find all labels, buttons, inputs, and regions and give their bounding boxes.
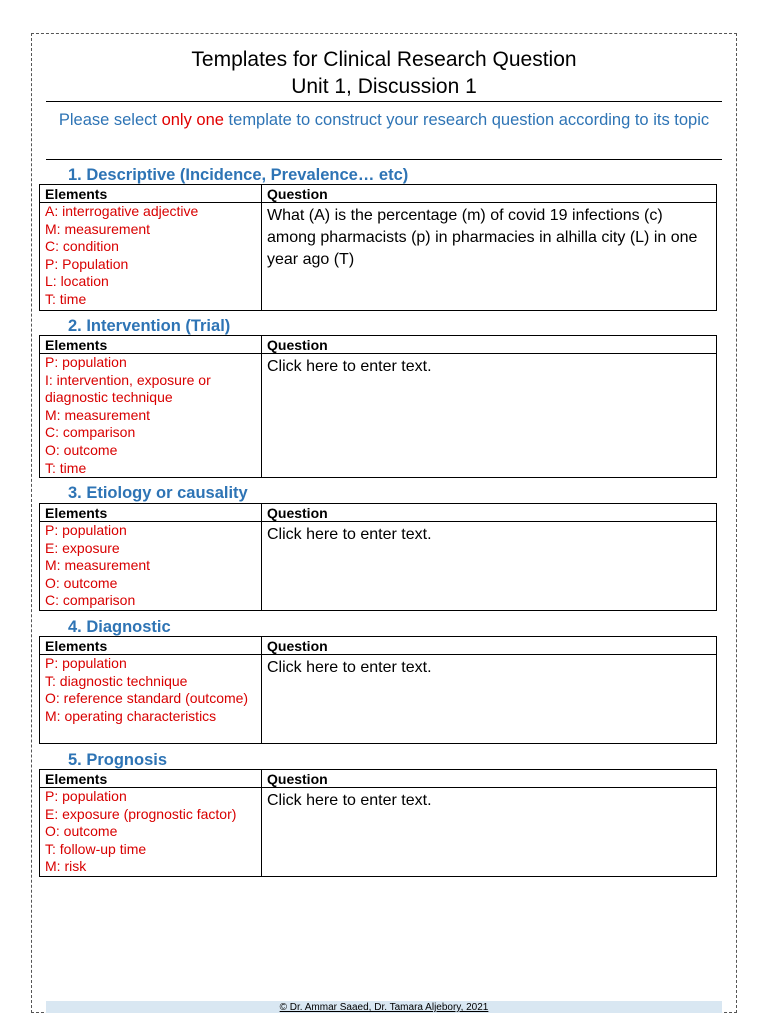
question-text-field[interactable] — [262, 655, 717, 744]
question-column-header: Question — [262, 185, 717, 203]
elements-list — [40, 788, 262, 877]
template-table-prognosis — [39, 769, 717, 877]
elements-column-header: Elements — [40, 185, 262, 203]
elements-list — [40, 522, 262, 611]
template-table-diagnostic — [39, 636, 717, 744]
template-table-etiology — [39, 503, 717, 611]
elements-column-header: Elements — [40, 770, 262, 788]
element-item: O: outcome — [45, 441, 118, 458]
footer-copyright: © Dr. Ammar Saaed, Dr. Tamara Aljebory, 2021 — [46, 1001, 722, 1013]
title-divider — [46, 101, 722, 102]
elements-list — [40, 354, 262, 478]
instructions-part2: template to construct your research question according to its topic — [223, 111, 710, 129]
element-item: T: follow-up time — [45, 840, 147, 857]
question-text-field[interactable] — [262, 522, 717, 611]
element-item: O: outcome — [45, 823, 118, 840]
element-item: P: population — [45, 788, 127, 804]
element-item: M: measurement — [45, 557, 151, 574]
element-item: O: reference standard (outcome) — [45, 690, 249, 707]
question-column-header: Question — [262, 770, 717, 788]
instructions-part1: Please select — [58, 111, 162, 129]
elements-column-header: Elements — [40, 504, 262, 522]
template-heading-diagnostic: 4. Diagnostic — [68, 618, 171, 636]
template-table-descriptive — [39, 184, 717, 311]
element-item: M: risk — [45, 858, 87, 875]
question-placeholder[interactable]: Click here to enter text. — [267, 358, 432, 375]
template-heading-prognosis: 5. Prognosis — [68, 751, 168, 769]
question-placeholder[interactable]: Click here to enter text. — [267, 659, 432, 676]
element-item: P: population — [45, 655, 127, 671]
element-item: C: comparison — [45, 592, 136, 609]
question-placeholder[interactable]: Click here to enter text. — [267, 792, 432, 809]
question-column-header: Question — [262, 336, 717, 354]
element-item: M: measurement — [45, 220, 151, 237]
element-item: M: measurement — [45, 406, 151, 423]
document-subtitle: Unit 1, Discussion 1 — [291, 75, 477, 98]
template-heading-intervention: 2. Intervention (Trial) — [68, 317, 231, 335]
element-item: C: comparison — [45, 424, 136, 441]
template-table-intervention — [39, 335, 717, 478]
element-item: E: exposure — [45, 539, 120, 556]
element-item: I: intervention, exposure or diagnostic technique — [45, 371, 211, 406]
element-item: P: Population — [45, 255, 129, 272]
question-text-field[interactable] — [262, 354, 717, 478]
element-item: T: time — [45, 459, 87, 476]
instructions-divider — [46, 159, 722, 160]
question-text[interactable]: What (A) is the percentage (m) of covid 19 infections (c) among pharmacists (p) in pharmacies in alhilla city (L) in one year ago (T) — [267, 207, 698, 268]
element-item: P: population — [45, 354, 127, 370]
element-item: O: outcome — [45, 574, 118, 591]
element-item: L: location — [45, 273, 109, 290]
elements-column-header: Elements — [40, 637, 262, 655]
element-item: E: exposure (prognostic factor) — [45, 805, 237, 822]
element-item: A: interrogative adjective — [45, 203, 199, 219]
instructions-text — [46, 110, 722, 131]
question-text-field[interactable] — [262, 788, 717, 877]
elements-list — [40, 655, 262, 744]
template-heading-descriptive: 1. Descriptive (Incidence, Prevalence… etc) — [68, 166, 409, 184]
question-placeholder[interactable]: Click here to enter text. — [267, 526, 432, 543]
elements-list — [40, 203, 262, 311]
element-item: M: operating characteristics — [45, 707, 217, 724]
template-heading-etiology: 3. Etiology or causality — [68, 484, 248, 502]
elements-column-header: Elements — [40, 336, 262, 354]
element-item: T: time — [45, 290, 87, 307]
element-item: T: diagnostic technique — [45, 672, 188, 689]
question-column-header: Question — [262, 504, 717, 522]
element-item: P: population — [45, 522, 127, 538]
instructions-highlight: only one — [161, 111, 224, 129]
element-item: C: condition — [45, 238, 119, 255]
document-title: Templates for Clinical Research Question — [191, 48, 577, 71]
question-column-header: Question — [262, 637, 717, 655]
question-text-field[interactable] — [262, 203, 717, 311]
